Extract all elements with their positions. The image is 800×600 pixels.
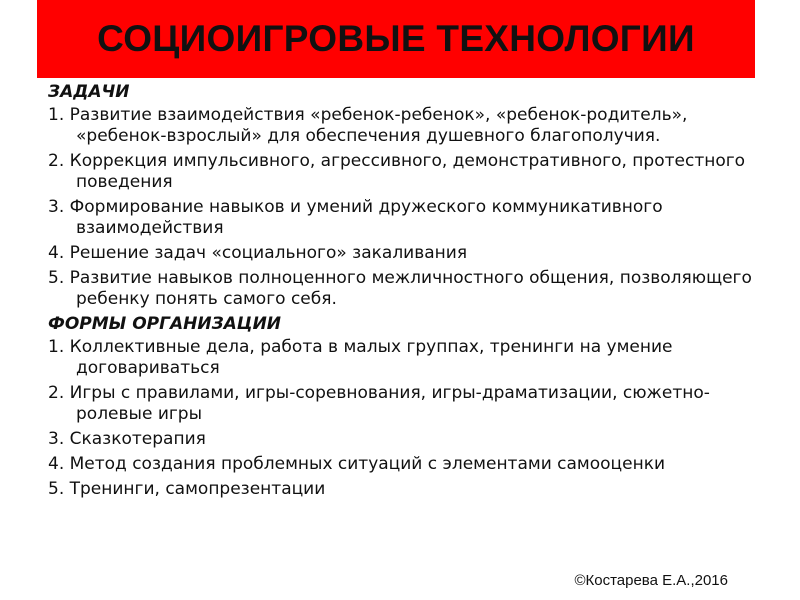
- form-item: 5. Тренинги, самопрезентации: [48, 479, 326, 499]
- task-item: 3. Формирование навыков и умений дружеского коммуникативного взаимодействия: [48, 197, 663, 238]
- copyright-footer: ©Костарева Е.А.,2016: [574, 572, 728, 589]
- task-item: 2. Коррекция импульсивного, агрессивного, демонстративного, протестного поведения: [48, 151, 746, 192]
- slide-content: [48, 82, 763, 504]
- page-title: СОЦИОИГРОВЫЕ ТЕХНОЛОГИИ: [97, 18, 695, 59]
- task-item: 4. Решение задач «социального» закаливания: [48, 243, 468, 263]
- tasks-heading: ЗАДАЧИ: [48, 82, 130, 102]
- task-item: 1. Развитие взаимодействия «ребенок-ребенок», «ребенок-родитель», «ребенок-взрослый» для обеспечения душевного благополучия.: [48, 105, 688, 146]
- title-bar: [37, 0, 755, 78]
- forms-heading: ФОРМЫ ОРГАНИЗАЦИИ: [48, 314, 282, 334]
- task-item: 5. Развитие навыков полноценного межличностного общения, позволяющего ребенку понять самого себя.: [48, 268, 752, 309]
- form-item: 4. Метод создания проблемных ситуаций с элементами самооценки: [48, 454, 666, 474]
- form-item: 1. Коллективные дела, работа в малых группах, тренинги на умение договариваться: [48, 337, 673, 378]
- form-item: 3. Сказкотерапия: [48, 429, 206, 449]
- form-item: 2. Игры с правилами, игры-соревнования, игры-драматизации, сюжетно-ролевые игры: [48, 383, 710, 424]
